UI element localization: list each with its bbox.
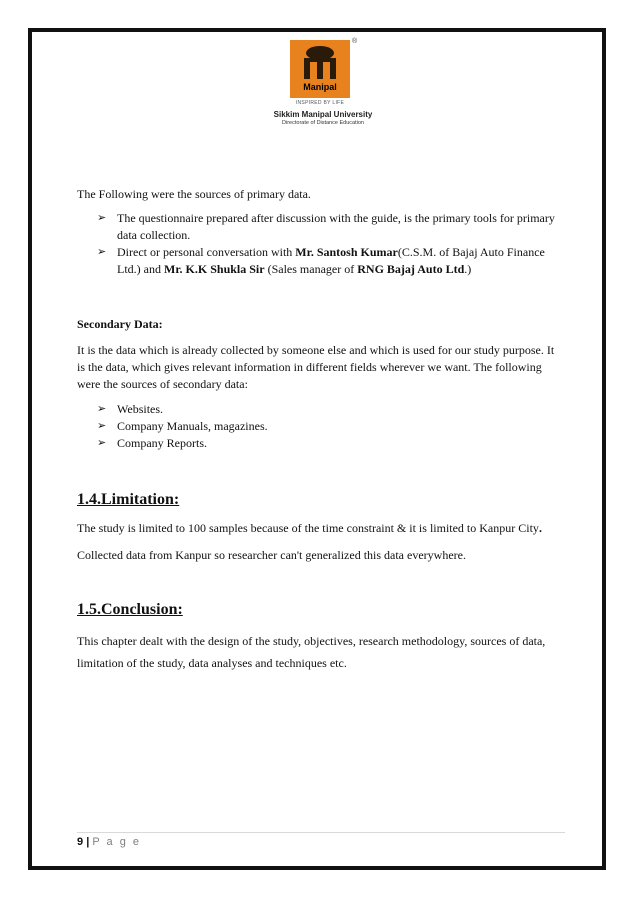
list-item — [77, 418, 557, 435]
page-number: 9 — [77, 836, 84, 848]
arrow-bullet-icon: ➢ — [97, 420, 107, 432]
document-body — [77, 186, 557, 674]
list-item — [77, 210, 557, 244]
secondary-sources-list — [77, 401, 557, 452]
registered-mark: ® — [352, 38, 358, 45]
limitation-text-1-body: The study is limited to 100 samples because of the time constraint & it is limited to Kanpur City — [77, 521, 539, 535]
primary-bullet-2-text: Direct or personal conversation with — [117, 245, 296, 259]
conclusion-heading: 1.5.Conclusion: — [77, 601, 183, 618]
limitation-text-2: Collected data from Kanpur so researcher can't generalized this data everywhere. — [77, 548, 466, 562]
secondary-item: Company Reports. — [117, 436, 207, 450]
page-footer — [77, 836, 141, 848]
primary-bullet-2-text: (Sales manager of — [264, 262, 358, 276]
arrow-bullet-icon: ➢ — [97, 403, 107, 415]
primary-bullet-2-text: .) — [464, 262, 472, 276]
university-name: Sikkim Manipal University — [273, 110, 373, 119]
secondary-item: Company Manuals, magazines. — [117, 419, 268, 433]
company-name: RNG Bajaj Auto Ltd — [357, 262, 465, 276]
limitation-text-1 — [77, 520, 557, 537]
logo-tagline: INSPIRED BY LIFE — [295, 100, 345, 106]
arrow-bullet-icon: ➢ — [97, 437, 107, 449]
list-item — [77, 244, 557, 278]
secondary-text: It is the data which is already collected by someone else and which is used for our study purpose. It is the data, which gives relevant information in different fields wherever we want. The following were the sources of secondary data: — [77, 343, 555, 391]
manipal-logo — [248, 40, 398, 132]
person-name-1: Mr. Santosh Kumar — [295, 245, 398, 259]
primary-sources-list — [77, 210, 557, 278]
limitation-text-1-period: . — [538, 521, 542, 535]
footer-separator: | — [86, 836, 90, 848]
footer-divider — [77, 832, 565, 833]
conclusion-text: This chapter dealt with the design of the study, objectives, research methodology, sources of data, limitation of the study, data analyses and techniques etc. — [77, 634, 546, 670]
primary-bullet-1: The questionnaire prepared after discussion with the guide, is the primary tools for primary data collection. — [117, 211, 555, 242]
logo-name: Manipal — [303, 82, 337, 92]
primary-bullet-2-text: (C.S.M. of Bajaj Auto Finance Ltd.) and — [117, 245, 545, 276]
arrow-bullet-icon: ➢ — [97, 212, 107, 224]
limitation-heading: 1.4.Limitation: — [77, 491, 180, 508]
arrow-bullet-icon: ➢ — [97, 246, 107, 258]
secondary-heading: Secondary Data: — [77, 317, 163, 331]
secondary-item: Websites. — [117, 402, 164, 416]
page-word: P a g e — [92, 836, 141, 848]
person-name-2: Mr. K.K Shukla Sir — [164, 262, 265, 276]
primary-intro: The Following were the sources of primary data. — [77, 187, 311, 201]
list-item — [77, 435, 557, 452]
logo-figure-icon — [290, 40, 350, 84]
list-item — [77, 401, 557, 418]
directorate-name: Directorate of Distance Education — [282, 120, 364, 126]
